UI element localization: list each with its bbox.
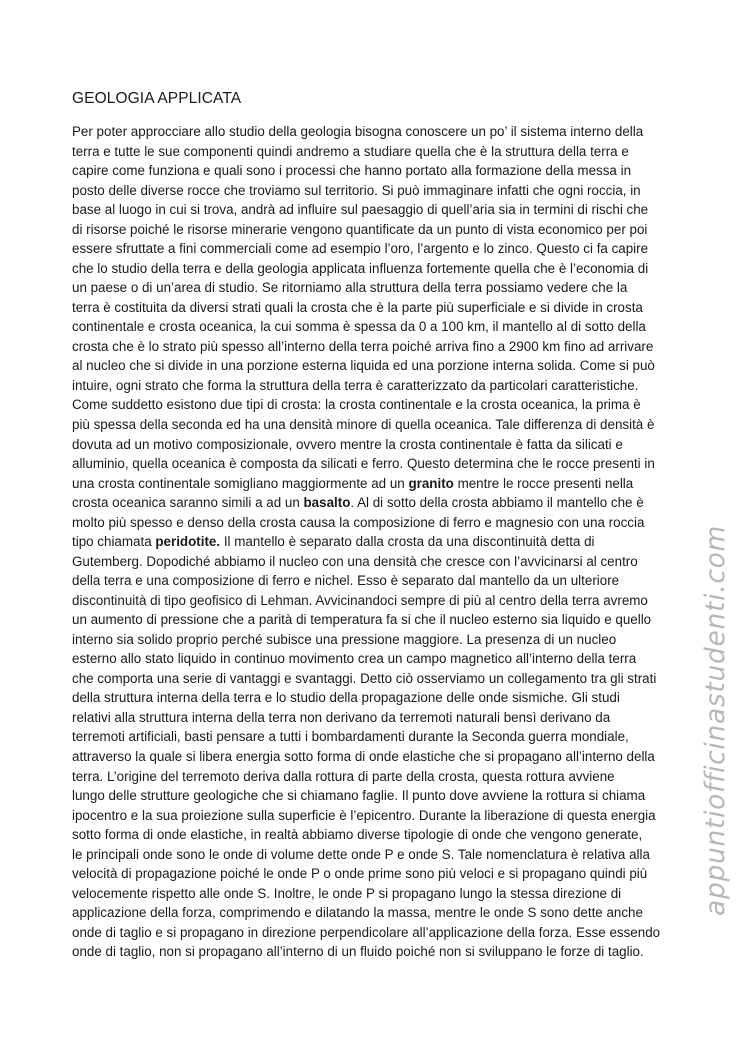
body-line: crosta che è lo strato più spesso all’interno della terra poiché arriva fino a 2900 km fino ad arrivare: [72, 338, 654, 354]
body-line: continentale e crosta oceanica, la cui somma è spessa da 0 a 100 km, il mantello al di sotto della: [72, 319, 646, 335]
body-line: lungo delle strutture geologiche che si chiamano faglie. Il punto dove avviene la rottura si chiama: [72, 788, 646, 804]
bold-term: granito: [408, 475, 454, 491]
body-line: un paese o di un’area di studio. Se ritorniamo alla struttura della terra possiamo vedere che la: [72, 280, 628, 296]
body-line: onde di taglio, non si propagano all’interno di un fluido poiché non si sviluppano le forze di taglio.: [72, 944, 644, 960]
body-line: interno sia solido proprio perché subisce una pressione maggiore. La presenza di un nucleo: [72, 631, 617, 647]
body-line: terra. L’origine del terremoto deriva dalla rottura di parte della crosta, questa rottura avviene: [72, 768, 615, 784]
body-line: [72, 532, 676, 552]
body-line: onde di taglio e si propagano in direzione perpendicolare all’applicazione della forza. Esse essendo: [72, 924, 661, 940]
body-line: molto più spesso e denso della crosta causa la composizione di ferro e magnesio con una roccia: [72, 514, 645, 530]
body-line: più spessa della seconda ed ha una densità minore di quella oceanica. Tale differenza di densità è: [72, 416, 655, 432]
body-line-text: mentre le rocce presenti nella: [453, 475, 634, 491]
body-line: velocemente rispetto alle onde S. Inoltre, le onde P si propagano lungo la stessa direzione di: [72, 885, 622, 901]
body-line-text: tipo chiamata: [72, 534, 156, 550]
body-line: ipocentro e la sua proiezione sulla superficie è l’epicentro. Durante la liberazione di questa energia: [72, 807, 656, 823]
body-line: dovuta ad un motivo composizionale, ovvero mentre la crosta continentale è fatta da silicati e: [72, 436, 623, 452]
body-line: posto delle diverse rocce che troviamo sul territorio. Si può immaginare infatti che ogni roccia, in: [72, 182, 641, 198]
body-line: [72, 474, 676, 494]
body-line: al nucleo che si divide in una porzione esterna liquida ed una porzione interna solida. Come si può: [72, 358, 655, 374]
body-line: base al luogo in cui si trova, andrà ad influire sul paesaggio di quell’aria sia in termini di rischi che: [72, 202, 649, 218]
body-line: terremoti artificiali, basti pensare a tutti i bombardamenti durante la Seconda guerra mondiale,: [72, 729, 629, 745]
body-line: applicazione della forza, comprimendo e dilatando la massa, mentre le onde S sono dette anche: [72, 905, 643, 921]
body-line: della struttura interna della terra e lo studio della propagazione delle onde sismiche. Gli studi: [72, 690, 620, 706]
body-line: Per poter approcciare allo studio della geologia bisogna conoscere un po’ il sistema interno della: [72, 124, 644, 139]
body-line: esterno allo stato liquido in continuo movimento crea un campo magnetico all’interno della terra: [72, 651, 637, 667]
body-line: alluminio, quella oceanica è composta da silicati e ferro. Questo determina che le rocce presenti in: [72, 456, 655, 472]
body-line-text: . Al di sotto della crosta abbiamo il mantello che è: [350, 495, 644, 511]
body-line: essere sfruttate a fini commerciali come ad esempio l’oro, l’argento e lo zinco. Questo ci fa capire: [72, 241, 649, 257]
body-line: discontinuità di tipo geofisico di Lehman. Avvicinandoci sempre di più al centro della terra avremo: [72, 592, 648, 608]
body-line: Gutemberg. Dopodiché abbiamo il nucleo con una densità che cresce con l’avvicinarsi al centro: [72, 553, 638, 569]
body-line: un aumento di pressione che a parità di temperatura fa si che il nucleo esterno sia liquido e quello: [72, 612, 652, 628]
body-line: terra e tutte le sue componenti quindi andremo a studiare quella che è la struttura della terra e: [72, 143, 629, 159]
document-body: [72, 122, 676, 962]
body-line: sotto forma di onde elastiche, in realtà abbiamo diverse tipologie di onde che vengono generate,: [72, 827, 643, 843]
bold-term: peridotite.: [155, 534, 221, 550]
body-line: capire come funziona e quali sono i processi che hanno portato alla formazione della messa in: [72, 163, 632, 179]
body-line: intuire, ogni strato che forma la struttura della terra è caratterizzato da particolari caratteristiche.: [72, 377, 639, 393]
body-line: le principali onde sono le onde di volume dette onde P e onde S. Tale nomenclatura è relativa alla: [72, 846, 650, 862]
body-line: velocità di propagazione poiché le onde P o onde prime sono più veloci e si propagano quindi più: [72, 866, 648, 882]
body-line: [72, 493, 676, 513]
body-line: che comporta una serie di vantaggi e svantaggi. Detto ciò osserviamo un collegamento tra gli strati: [72, 670, 657, 686]
watermark: appuntiofficinastudenti.com: [700, 524, 731, 916]
body-line: che lo studio della terra e della geologia applicata influenza fortemente quella che è l’economia di: [72, 260, 649, 276]
document-title: GEOLOGIA APPLICATA: [72, 90, 242, 107]
body-line: di risorse poiché le risorse minerarie vengono quantificate da un punto di vista economico per poi: [72, 221, 648, 237]
body-line: terra è costituita da diversi strati quali la crosta che è la parte più superficiale e si divide in crosta: [72, 299, 643, 315]
bold-term: basalto: [303, 495, 351, 511]
body-line: relativi alla struttura interna della terra non derivano da terremoti naturali bensì derivano da: [72, 709, 611, 725]
body-line: della terra e una composizione di ferro e nichel. Esso è separato dal mantello da un ulteriore: [72, 573, 620, 589]
body-line: attraverso la quale si libera energia sotto forma di onde elastiche che si propagano all’interno della: [72, 749, 655, 764]
body-line: Come suddetto esistono due tipi di crosta: la crosta continentale e la crosta oceanica, la prima è: [72, 397, 641, 413]
body-line-text: una crosta continentale somigliano maggiormente ad un: [72, 475, 409, 491]
body-line-text: crosta oceanica saranno simili a ad un: [72, 495, 304, 511]
body-line-text: Il mantello è separato dalla crosta da una discontinuità detta di: [220, 534, 595, 550]
